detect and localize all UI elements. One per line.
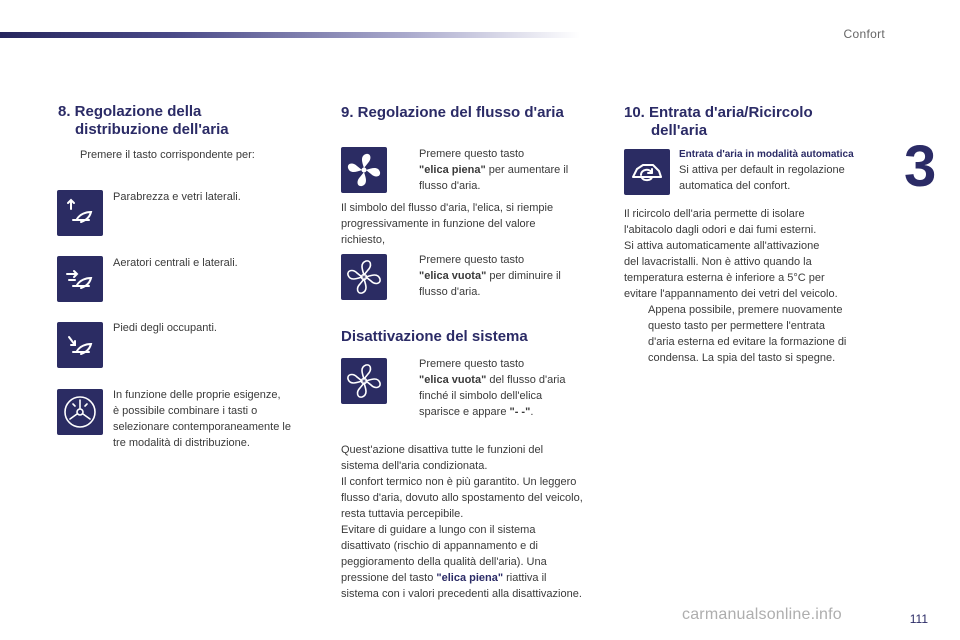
fan-empty-icon xyxy=(341,254,387,300)
watermark: carmanualsonline.info xyxy=(682,606,842,623)
distribution-dial[interactable] xyxy=(57,389,103,435)
fan-off-instruction: Premere questo tasto "elica vuota" del flusso d'aria finché il simbolo dell'elica sparisce e appare "- -". xyxy=(419,358,566,418)
fan-full-button[interactable] xyxy=(341,147,387,193)
item-windscreen: Parabrezza e vetri laterali. xyxy=(113,191,241,203)
fan-decrease-instruction: Premere questo tasto "elica vuota" per diminuire il flusso d'aria. xyxy=(419,254,561,298)
fan-off-button[interactable] xyxy=(341,358,387,404)
windscreen-distribution-button[interactable] xyxy=(57,190,103,236)
windscreen-icon xyxy=(57,190,103,236)
page-number: 111 xyxy=(909,612,928,626)
recirculation-button[interactable] xyxy=(624,149,670,195)
item-vents: Aeratori centrali e laterali. xyxy=(113,257,238,269)
vents-icon xyxy=(57,256,103,302)
vents-distribution-button[interactable] xyxy=(57,256,103,302)
recirculation-description: Il ricircolo dell'aria permette di isolare l'abitacolo dagli odori e dai fumi esterni. Si attiva automaticamente all'attivazione del lavacristalli. Non è attivo quando la temperatura esterna è inferiore a 5°C per evitare l'appannamento dei vetri del veicolo. xyxy=(624,208,838,300)
fan-full-icon xyxy=(341,147,387,193)
deactivation-note: Quest'azione disattiva tutte le funzioni del sistema dell'aria condizionata. Il confort termico non è più garantito. Un leggero flusso d'aria, dovuto allo spostamento del veicolo, resta tuttavia percepibile. Evitare di guidare a lungo con il sistema disattivato (rischio di appannamento e di peggioramento della qualità dell'aria). Una pressione del tasto "elica piena" riattiva il sistema con i valori precedenti alla disattivazione. xyxy=(341,444,583,600)
deactivation-title: Disattivazione del sistema xyxy=(341,328,528,345)
section-9-title: 9. Regolazione del flusso d'aria xyxy=(341,104,564,121)
fan-description: Il simbolo del flusso d'aria, l'elica, si riempie progressivamente in funzione del valore richiesto, xyxy=(341,202,554,246)
feet-icon xyxy=(57,322,103,368)
recirculation-icon xyxy=(624,149,670,195)
fan-empty-button[interactable] xyxy=(341,254,387,300)
dial-icon xyxy=(57,389,103,435)
section-8-title: 8. Regolazione della distribuzione dell'aria xyxy=(58,103,229,138)
section-title: Confort xyxy=(843,27,885,41)
section-10-title: 10. Entrata d'aria/Ricircolo dell'aria xyxy=(624,104,813,139)
chapter-number: 3 xyxy=(904,134,937,199)
auto-mode-title: Entrata d'aria in modalità automatica xyxy=(679,149,854,160)
fan-empty-icon xyxy=(341,358,387,404)
item-feet: Piedi degli occupanti. xyxy=(113,322,217,334)
auto-mode-text: Si attiva per default in regolazione automatica del confort. xyxy=(679,164,845,192)
recirculation-instruction: Appena possibile, premere nuovamente questo tasto per permettere l'entrata d'aria esterna ed evitare la formazione di condensa. La spia del tasto si spegne. xyxy=(648,304,847,364)
feet-distribution-button[interactable] xyxy=(57,322,103,368)
fan-increase-instruction: Premere questo tasto "elica piena" per aumentare il flusso d'aria. xyxy=(419,148,569,192)
header-bar xyxy=(0,32,580,38)
col1-intro: Premere il tasto corrispondente per: xyxy=(80,149,255,161)
item-combination: In funzione delle proprie esigenze, è possibile combinare i tasti o selezionare contemporaneamente le tre modalità di distribuzione. xyxy=(113,389,291,449)
